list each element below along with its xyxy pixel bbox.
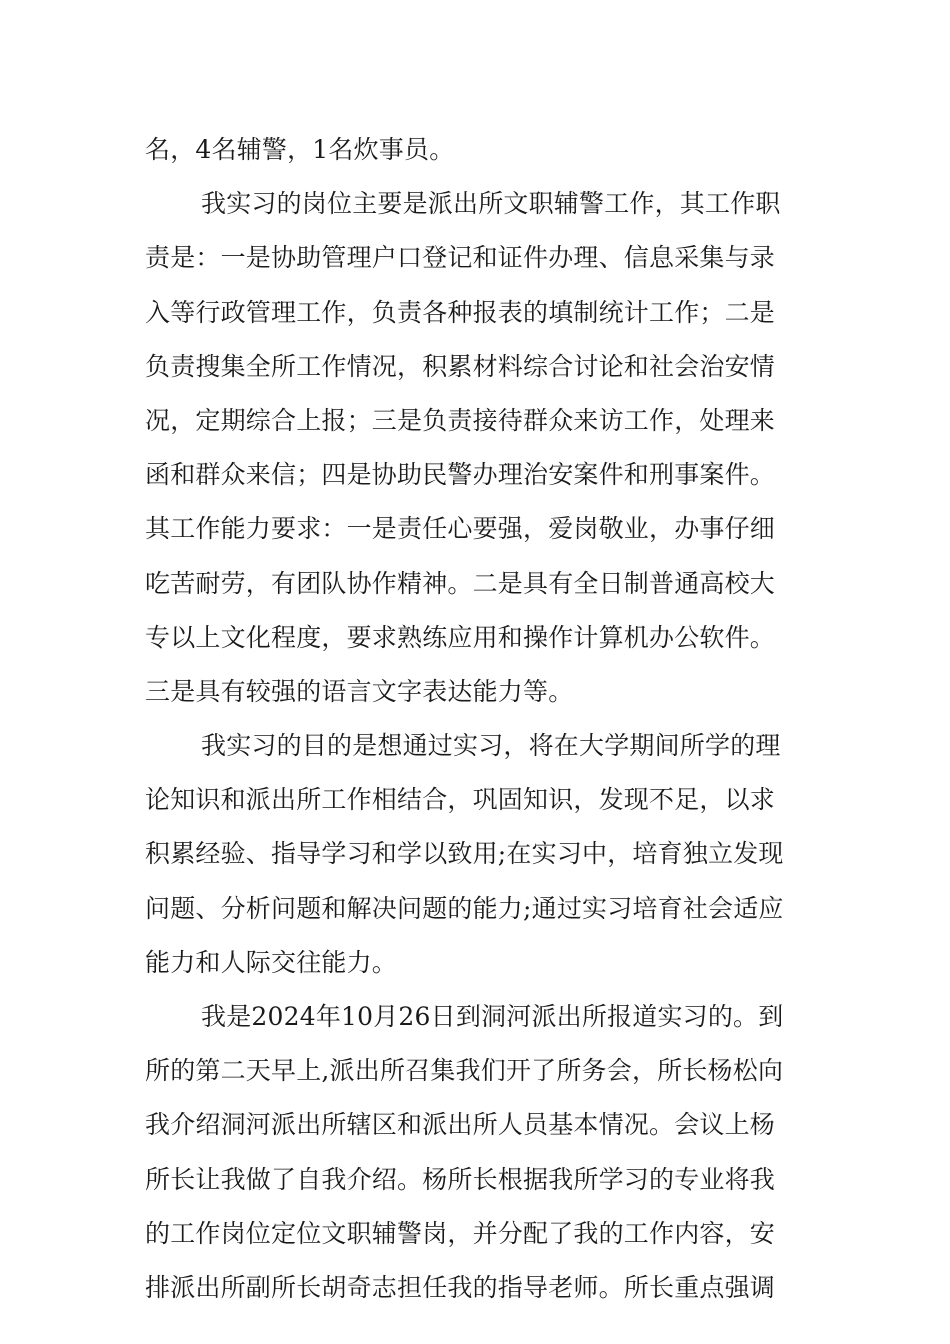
body-text [145,123,810,1315]
text-line: 名，4名辅警，1名炊事员。 [145,135,455,164]
text-line: 所长让我做了自我介绍。杨所长根据我所学习的专业将我 [145,1164,776,1194]
paragraph-start-line: 我是2024年10月26日到洞河派出所报道实习的。到 [201,1002,784,1031]
text-line: 我介绍洞河派出所辖区和派出所人员基本情况。会议上杨 [145,1110,776,1140]
text-line: 的工作岗位定位文职辅警岗，并分配了我的工作内容，安 [145,1218,776,1248]
text-line: 问题、分析问题和解决问题的能力;通过实习培育社会适应 [145,893,784,923]
text-line: 其工作能力要求：一是责任心要强，爱岗敬业，办事仔细 [145,514,776,544]
text-line: 所的第二天早上,派出所召集我们开了所务会，所长杨松向 [145,1056,784,1086]
text-line: 责是：一是协助管理户口登记和证件办理、信息采集与录 [145,243,776,273]
text-line: 三是具有较强的语言文字表达能力等。 [145,676,574,706]
text-line: 入等行政管理工作，负责各种报表的填制统计工作；二是 [145,297,776,327]
text-line: 专以上文化程度，要求熟练应用和操作计算机办公软件。 [145,622,776,652]
text-line: 论知识和派出所工作相结合，巩固知识，发现不足，以求 [145,785,776,815]
text-line: 能力和人际交往能力。 [145,947,398,977]
paragraph-start-line: 我实习的目的是想通过实习，将在大学期间所学的理 [201,731,781,761]
paragraph-start-line: 我实习的岗位主要是派出所文职辅警工作，其工作职 [201,189,781,219]
text-line: 况，定期综合上报；三是负责接待群众来访工作，处理来 [145,405,776,435]
text-line: 吃苦耐劳，有团队协作精神。二是具有全日制普通高校大 [145,568,776,598]
text-line: 排派出所副所长胡奇志担任我的指导老师。所长重点强调 [145,1272,776,1302]
text-line: 函和群众来信；四是协助民警办理治安案件和刑事案件。 [145,460,776,490]
text-line: 积累经验、指导学习和学以致用;在实习中，培育独立发现 [145,839,784,869]
text-line: 负责搜集全所工作情况，积累材料综合讨论和社会治安情 [145,351,776,381]
